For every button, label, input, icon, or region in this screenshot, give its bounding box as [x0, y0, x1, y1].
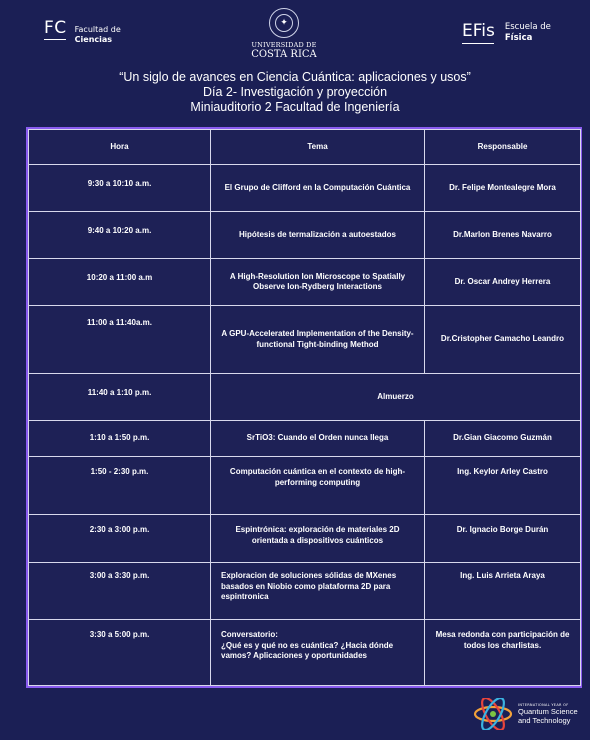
venue-title: Miniauditorio 2 Facultad de Ingeniería	[190, 100, 400, 114]
table-header-row	[29, 130, 581, 165]
header-hora: Hora	[29, 130, 211, 165]
cell-tema: SrTiO3: Cuando el Orden nunca llega	[211, 421, 425, 457]
table-row	[29, 620, 581, 686]
efis-logo-text	[505, 22, 551, 44]
header-tema: Tema	[211, 130, 425, 165]
efis-logo	[462, 22, 551, 44]
cell-hora: 1:10 a 1:50 p.m.	[29, 421, 211, 457]
cell-responsable: Dr. Ignacio Borge Durán	[425, 515, 581, 563]
fc-logo-mark: FC	[44, 18, 67, 38]
cell-tema: A GPU-Accelerated Implementation of the Density-functional Tight-binding Method	[211, 306, 425, 374]
table-row	[29, 563, 581, 620]
efis-logo-line1: Escuela de	[504, 22, 551, 32]
fc-logo-line1: Facultad de	[74, 25, 121, 34]
table-row	[29, 457, 581, 515]
table-row	[29, 421, 581, 457]
university-logo-line2: COSTA RICA	[251, 49, 317, 60]
header-responsable: Responsable	[425, 130, 581, 165]
cell-responsable: Dr.Marlon Brenes Navarro	[425, 212, 581, 259]
iyq-logo-icon	[472, 698, 514, 730]
table-row	[29, 515, 581, 563]
cell-tema: A High-Resolution Ion Microscope to Spatially Observe Ion-Rydberg Interactions	[211, 259, 425, 306]
cell-responsable: Dr. Felipe Montealegre Mora	[425, 165, 581, 212]
cell-hora: 9:30 a 10:10 a.m.	[29, 165, 211, 212]
cell-tema	[211, 620, 425, 686]
day-title: Día 2- Investigación y proyección	[202, 85, 388, 99]
efis-logo-mark: EFis	[462, 22, 495, 44]
cell-responsable: Mesa redonda con participación de todos los charlistas.	[425, 620, 581, 686]
iyq-logo	[472, 698, 578, 730]
iyq-line2: and Technology	[518, 715, 571, 725]
university-logo-line1: UNIVERSIDAD DE	[251, 41, 317, 49]
cell-hora: 11:00 a 11:40a.m.	[29, 306, 211, 374]
header	[0, 0, 590, 68]
cell-tema: Hipótesis de termalización a autoestados	[211, 212, 425, 259]
university-seal-icon: ✦	[269, 8, 299, 38]
fc-logo-line2: Ciencias	[74, 35, 113, 44]
cell-hora: 2:30 a 3:00 p.m.	[29, 515, 211, 563]
event-title: “Un siglo de avances en Ciencia Cuántica: aplicaciones y usos”	[119, 70, 471, 84]
table-row	[29, 165, 581, 212]
cell-hora: 9:40 a 10:20 a.m.	[29, 212, 211, 259]
cell-tema: Exploracion de soluciones sólidas de MXenes basados en Niobio como plataforma 2D para espintronica	[211, 563, 425, 620]
cell-hora: 3:30 a 5:00 p.m.	[29, 620, 211, 686]
table-row	[29, 374, 581, 421]
cell-tema: Espintrónica: exploración de materiales 2D orientada a dispositivos cuánticos	[211, 515, 425, 563]
cell-tema: Computación cuántica en el contexto de high-performing computing	[211, 457, 425, 515]
conversatorio-topic: ¿Qué es y qué no es cuántica? ¿Hacia dónde vamos? Aplicaciones y oportunidades	[221, 640, 394, 660]
cell-hora: 3:00 a 3:30 p.m.	[29, 563, 211, 620]
university-logo	[250, 8, 318, 60]
cell-hora: 10:20 a 11:00 a.m	[29, 259, 211, 306]
cell-tema: El Grupo de Clifford en la Computación Cuántica	[211, 165, 425, 212]
table-row	[29, 212, 581, 259]
cell-responsable: Dr.Cristopher Camacho Leandro	[425, 306, 581, 374]
cell-responsable: Dr.Gian Giacomo Guzmán	[425, 421, 581, 457]
fc-logo-text	[75, 25, 121, 45]
table-row	[29, 306, 581, 374]
cell-hora: 1:50 - 2:30 p.m.	[29, 457, 211, 515]
cell-hora: 11:40 a 1:10 p.m.	[29, 374, 211, 421]
iyq-small-text: INTERNATIONAL YEAR OF	[518, 703, 569, 707]
fc-logo	[44, 20, 121, 45]
table-row	[29, 259, 581, 306]
cell-responsable: Dr. Oscar Andrey Herrera	[425, 259, 581, 306]
iyq-line1: Quantum Science	[518, 707, 578, 716]
cell-responsable: Ing. Keylor Arley Castro	[425, 457, 581, 515]
schedule-table	[26, 127, 582, 688]
iyq-logo-text	[518, 703, 578, 725]
conversatorio-label: Conversatorio:	[221, 630, 278, 639]
efis-logo-line2: Física	[504, 33, 533, 43]
titles	[0, 70, 590, 115]
cell-almuerzo: Almuerzo	[211, 374, 581, 421]
cell-responsable: Ing. Luis Arrieta Araya	[425, 563, 581, 620]
